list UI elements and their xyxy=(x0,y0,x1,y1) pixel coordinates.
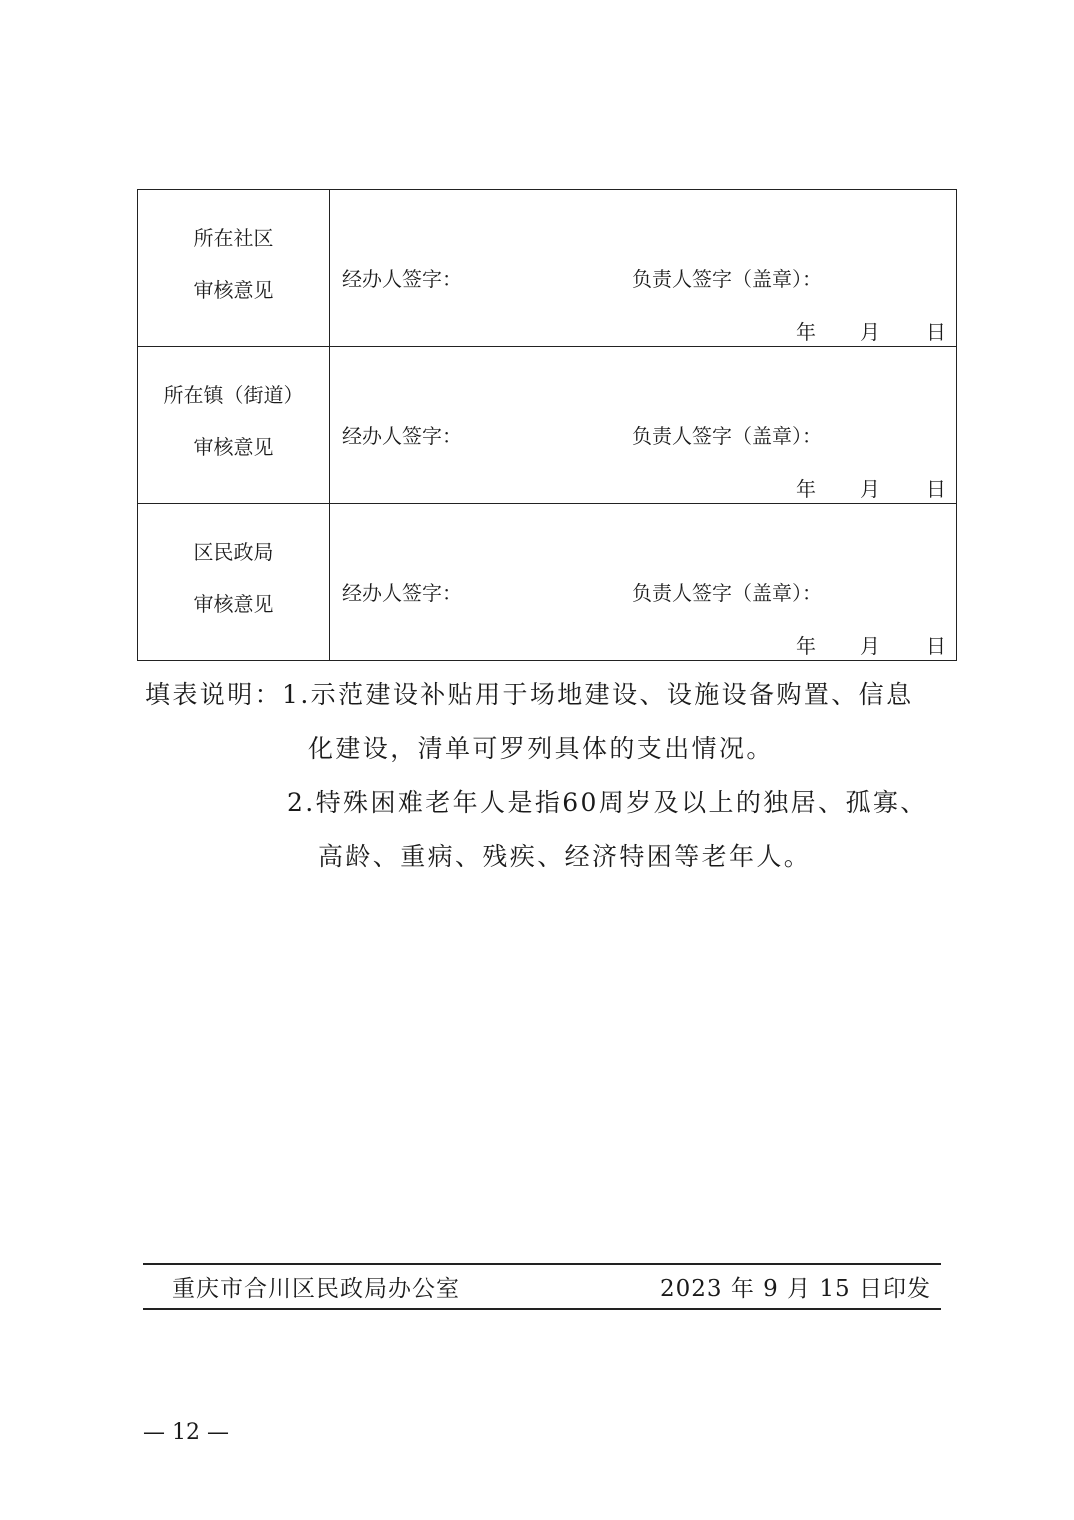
row-label-line1: 区民政局 xyxy=(193,540,274,564)
row-label-line1: 所在镇（街道） xyxy=(163,383,304,407)
row-label xyxy=(138,347,330,504)
date-year-label: 年 xyxy=(796,320,816,344)
table-row-town xyxy=(138,347,957,504)
row-label-line2: 审核意见 xyxy=(193,592,274,616)
signature-cell[interactable] xyxy=(330,504,957,661)
footer-top-rule xyxy=(143,1263,941,1265)
table-row-district xyxy=(138,504,957,661)
date-year-label: 年 xyxy=(796,634,816,658)
row-label xyxy=(138,504,330,661)
row-label-line2: 审核意见 xyxy=(193,278,274,302)
note-item2-line2: 高龄、重病、残疾、经济特困等老年人。 xyxy=(318,842,812,871)
leader-signature-label: 负责人签字（盖章）： xyxy=(632,267,822,291)
page-number: — 12 — xyxy=(143,1420,229,1445)
date-day-label: 日 xyxy=(926,477,946,501)
leader-signature-label: 负责人签字（盖章）： xyxy=(632,581,822,605)
date-day-label: 日 xyxy=(926,320,946,344)
date-month-label: 月 xyxy=(860,320,880,344)
footer-issuer: 重庆市合川区民政局办公室 xyxy=(172,1276,460,1302)
date-day-label: 日 xyxy=(926,634,946,658)
handler-signature-label: 经办人签字： xyxy=(342,424,462,448)
note-item2-line1: 2.特殊困难老年人是指60周岁及以上的独居、孤寡、 xyxy=(287,788,928,817)
row-label-line2: 审核意见 xyxy=(193,435,274,459)
handler-signature-label: 经办人签字： xyxy=(342,581,462,605)
handler-signature-label: 经办人签字： xyxy=(342,267,462,291)
leader-signature-label: 负责人签字（盖章）： xyxy=(632,424,822,448)
row-label-line1: 所在社区 xyxy=(193,226,274,250)
table-row-community xyxy=(138,190,957,347)
signature-cell[interactable] xyxy=(330,190,957,347)
date-year-label: 年 xyxy=(796,477,816,501)
note-item1-line1 xyxy=(145,680,913,710)
review-table xyxy=(137,189,957,661)
date-month-label: 月 xyxy=(860,634,880,658)
footer-bottom-rule xyxy=(143,1308,941,1310)
note-item1-line2: 化建设，清单可罗列具体的支出情况。 xyxy=(308,734,774,763)
date-month-label: 月 xyxy=(860,477,880,501)
row-label xyxy=(138,190,330,347)
notes-prefix: 填表说明： xyxy=(145,680,283,709)
note-item1-text: 1.示范建设补贴用于场地建设、设施设备购置、信息 xyxy=(282,680,914,709)
footer-issue-date: 2023 年 9 月 15 日印发 xyxy=(660,1276,931,1302)
signature-cell[interactable] xyxy=(330,347,957,504)
